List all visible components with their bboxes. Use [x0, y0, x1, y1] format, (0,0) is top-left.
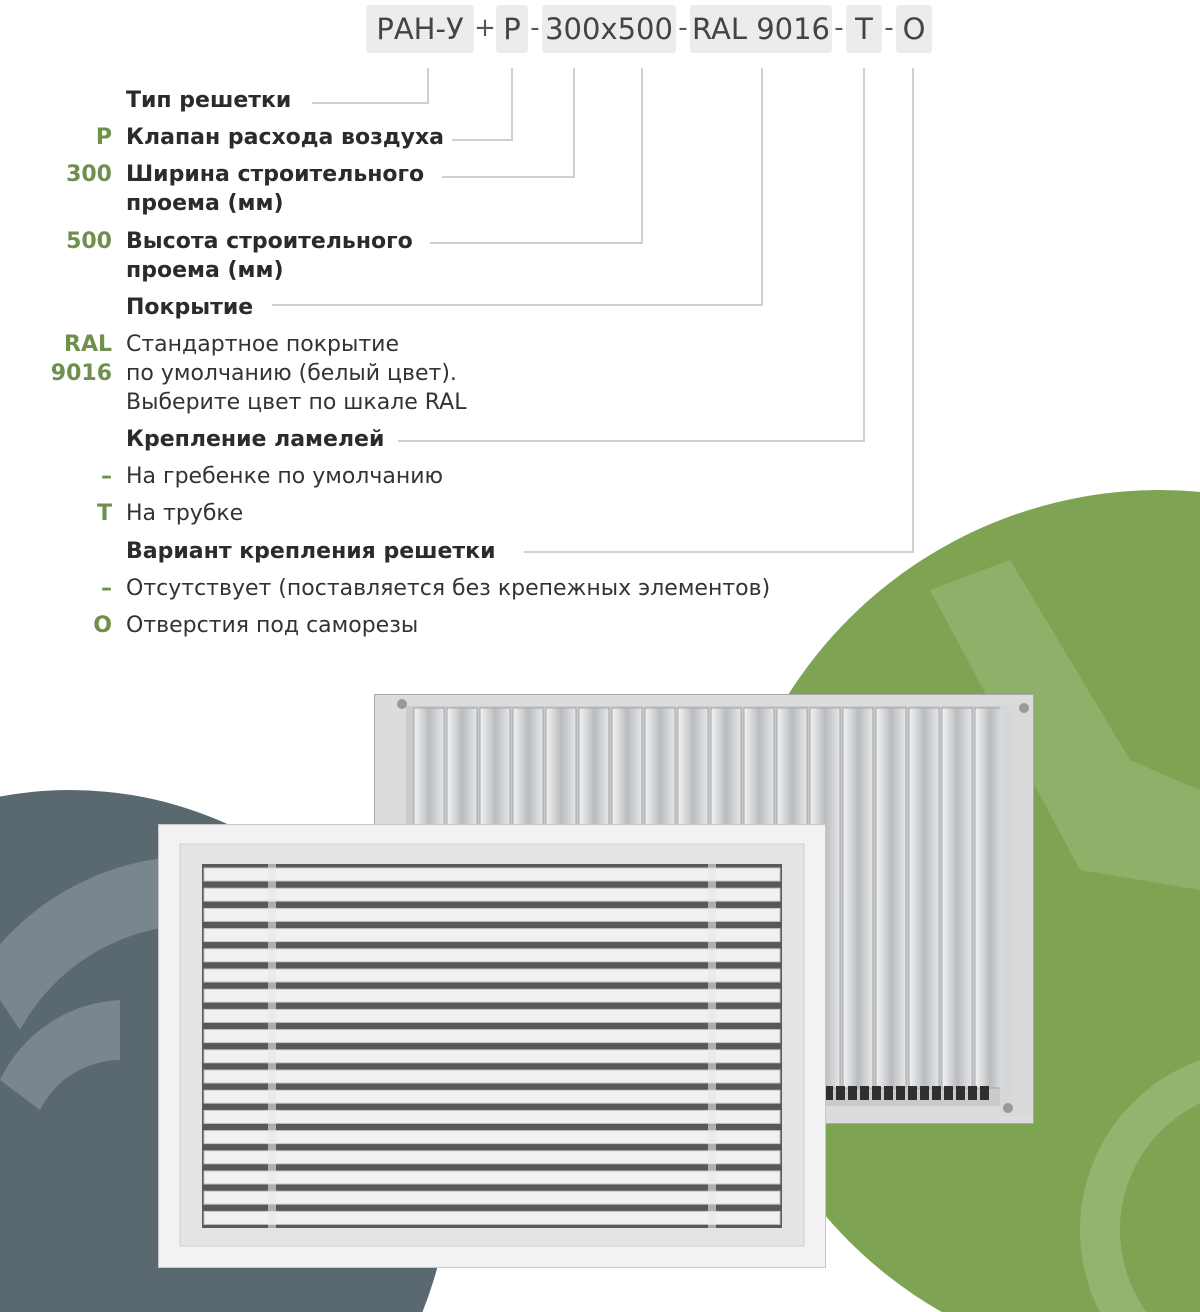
front-louvre-support	[708, 864, 716, 1228]
rear-blade	[843, 708, 873, 1088]
front-louvre	[204, 1171, 780, 1184]
gear-tooth	[908, 1086, 917, 1100]
gear-tooth	[956, 1086, 965, 1100]
front-louvre	[204, 1070, 780, 1083]
leader-line-mounting	[524, 68, 913, 552]
legend-label: Высота строительного	[126, 229, 413, 254]
legend-code: –	[101, 464, 112, 489]
gear-tooth	[884, 1086, 893, 1100]
gear-tooth	[980, 1086, 989, 1100]
leader-line-lamellae	[398, 68, 864, 441]
code-separator: -	[884, 13, 894, 43]
front-louvre	[204, 989, 780, 1002]
legend-code: О	[93, 613, 112, 638]
front-louvre	[204, 1030, 780, 1043]
code-separator: -	[530, 13, 540, 43]
legend-code: 300	[66, 162, 112, 187]
leader-line-valve	[452, 68, 512, 140]
front-louvre	[204, 908, 780, 921]
legend-code-line2: 9016	[50, 361, 112, 386]
front-louvre	[204, 1131, 780, 1144]
front-louvre	[204, 1050, 780, 1063]
legend-label: Отверстия под саморезы	[126, 613, 419, 638]
front-louvre	[204, 1191, 780, 1204]
code-segment-coating: RAL 9016	[690, 5, 832, 53]
legend-code: RAL	[64, 332, 112, 357]
front-louvre	[204, 1090, 780, 1103]
leader-line-type	[312, 68, 428, 103]
legend-code: Т	[96, 501, 112, 526]
code-segment-mounting: О	[896, 5, 932, 53]
front-louvre	[204, 888, 780, 901]
front-louvre	[204, 1151, 780, 1164]
gear-tooth	[848, 1086, 857, 1100]
screw	[1003, 1103, 1013, 1113]
front-louvre	[204, 1009, 780, 1022]
legend-code: Р	[95, 125, 112, 150]
rear-blade	[942, 708, 972, 1088]
legend-label: Клапан расхода воздуха	[126, 125, 445, 150]
front-louvre-support	[268, 864, 276, 1228]
legend-label: Отсутствует (поставляется без крепежных элементов)	[126, 576, 771, 601]
rear-blade	[909, 708, 939, 1088]
front-louvre	[204, 969, 780, 982]
code-separator: -	[834, 13, 844, 43]
gear-tooth	[944, 1086, 953, 1100]
legend-code: 500	[66, 229, 112, 254]
legend-label-line3: Выберите цвет по шкале RAL	[126, 390, 467, 415]
screw	[1019, 703, 1029, 713]
front-louvre	[204, 868, 780, 881]
front-grille-image	[158, 824, 826, 1268]
code-segment-lamellae: Т	[846, 5, 882, 53]
front-louvre	[204, 1110, 780, 1123]
gear-tooth	[968, 1086, 977, 1100]
product-code	[0, 5, 1200, 55]
legend-label: Вариант крепления решетки	[126, 539, 496, 564]
gear-tooth	[920, 1086, 929, 1100]
leader-line-width	[442, 68, 574, 177]
legend-label-line2: проема (мм)	[126, 191, 284, 216]
legend-label: Стандартное покрытие	[126, 332, 400, 357]
legend-code: –	[101, 576, 112, 601]
legend-label: Покрытие	[126, 295, 254, 320]
gear-tooth	[896, 1086, 905, 1100]
legend-label-line2: проема (мм)	[126, 258, 284, 283]
front-louvre	[204, 1211, 780, 1224]
leader-line-height	[430, 68, 642, 243]
rear-blade	[876, 708, 906, 1088]
legend-label: Крепление ламелей	[126, 427, 385, 452]
code-separator: +	[474, 13, 496, 43]
code-segment-valve: Р	[496, 5, 528, 53]
legend-label: На трубке	[126, 501, 244, 526]
gear-tooth	[836, 1086, 845, 1100]
gear-tooth	[872, 1086, 881, 1100]
screw	[397, 699, 407, 709]
legend-label-line2: по умолчанию (белый цвет).	[126, 361, 457, 386]
gear-tooth	[860, 1086, 869, 1100]
code-separator: -	[678, 13, 688, 43]
legend-label: На гребенке по умолчанию	[126, 464, 444, 489]
gear-tooth	[932, 1086, 941, 1100]
front-louvre	[204, 929, 780, 942]
front-louvre	[204, 949, 780, 962]
legend-label: Тип решетки	[126, 88, 292, 113]
code-segment-type: РАН-У	[366, 5, 474, 53]
legend-label: Ширина строительного	[126, 162, 425, 187]
code-segment-size: 300x500	[542, 5, 676, 53]
